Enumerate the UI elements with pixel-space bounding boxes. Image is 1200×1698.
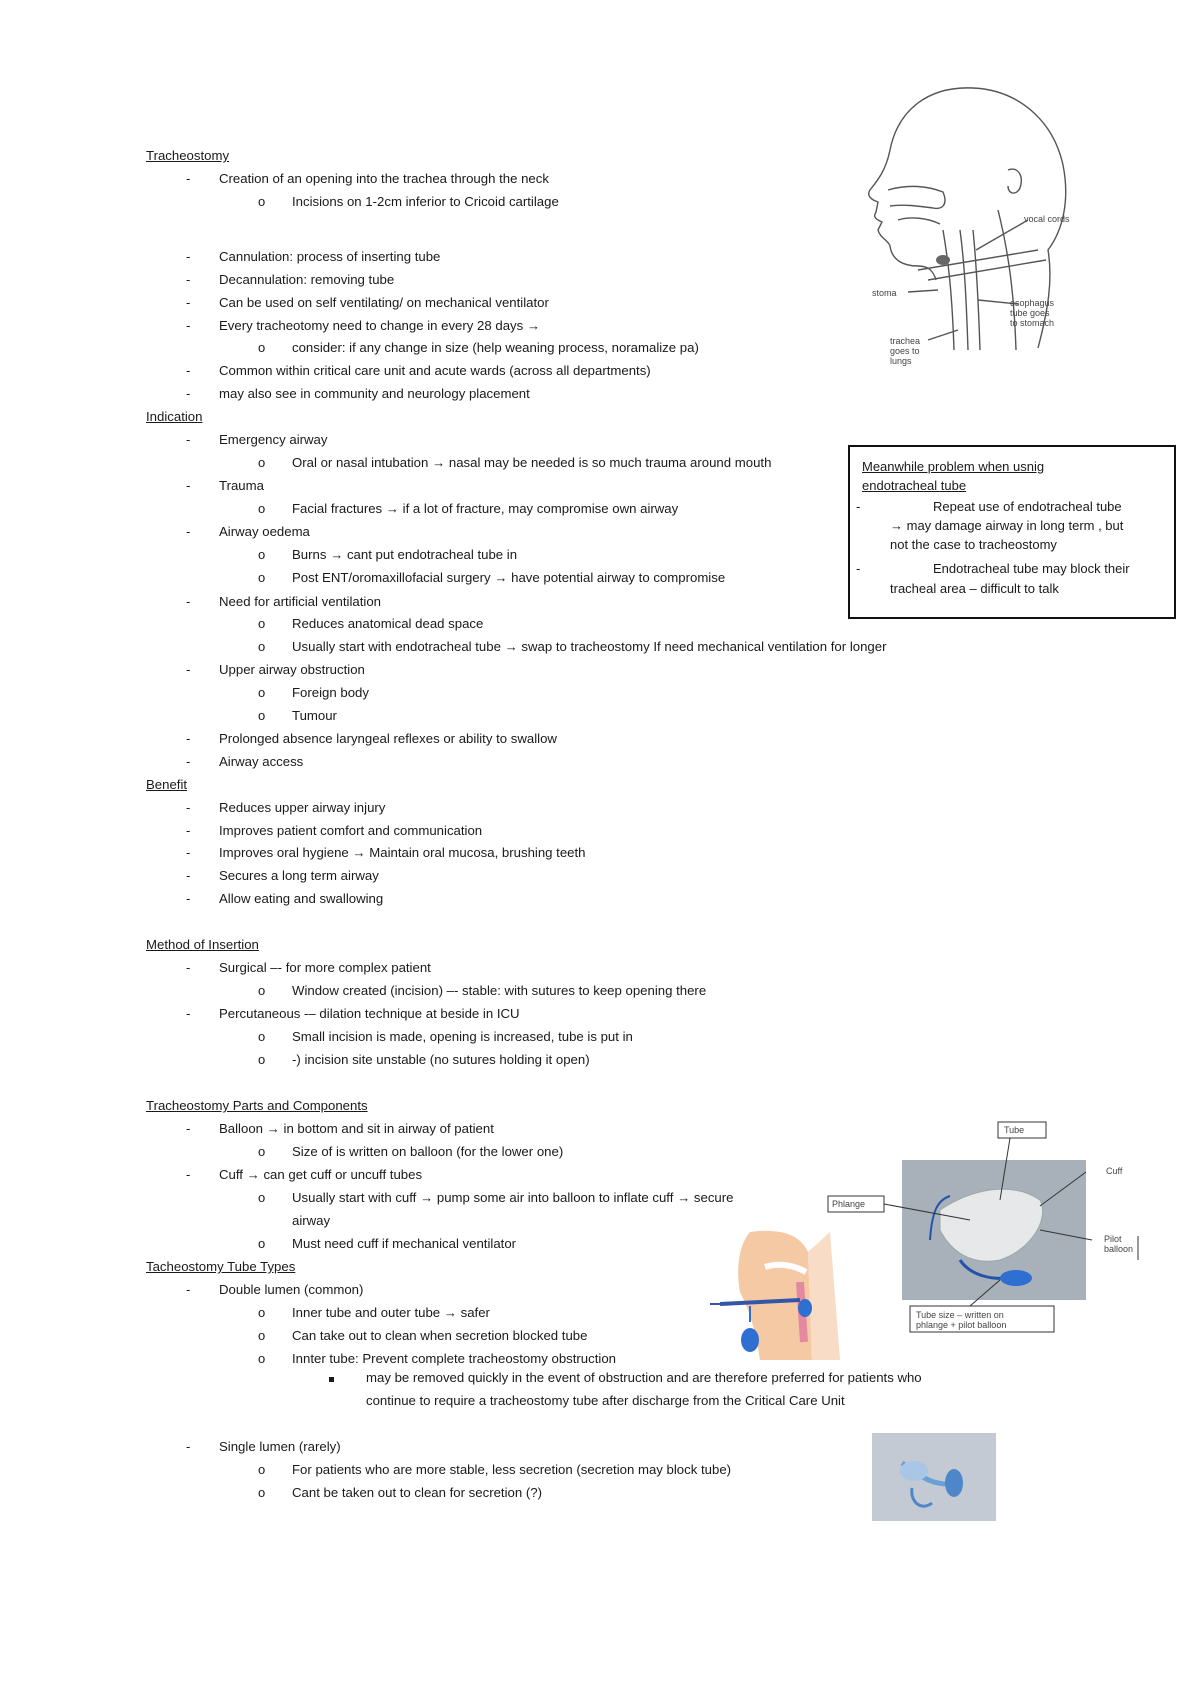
figure-label: phlange + pilot balloon: [916, 1320, 1007, 1330]
figure-label: lungs: [890, 356, 912, 366]
figure-label: goes to: [890, 346, 920, 356]
list-item: Cannulation: process of inserting tube: [219, 249, 441, 264]
list-item: Cuff → can get cuff or uncuff tubes: [219, 1167, 423, 1182]
box-item: not the case to tracheostomy: [890, 537, 1057, 552]
list-item: airway: [292, 1213, 331, 1228]
square-bullet: [329, 1377, 334, 1382]
list-item: Innter tube: Prevent complete tracheostomy obstruction: [292, 1351, 616, 1366]
list-item: Foreign body: [292, 685, 369, 700]
list-item: Decannulation: removing tube: [219, 272, 395, 287]
list-item: Improves oral hygiene → Maintain oral mucosa, brushing teeth: [219, 845, 586, 860]
list-item: Window created (incision) –- stable: with sutures to keep opening there: [292, 983, 707, 998]
dash-bullet: -: [186, 754, 191, 769]
list-item: Need for artificial ventilation: [219, 594, 381, 609]
heading-tracheostomy: Tracheostomy: [146, 148, 230, 163]
list-item: Reduces anatomical dead space: [292, 616, 484, 631]
circle-bullet: o: [258, 639, 266, 654]
dash-bullet: -: [186, 868, 191, 883]
list-item: Reduces upper airway injury: [219, 800, 386, 815]
trach-parts-figure: [820, 1120, 1160, 1340]
figure-label: esophagus: [1010, 298, 1055, 308]
box-item: → may damage airway in long term , but: [890, 518, 1124, 533]
list-item: Double lumen (common): [219, 1282, 364, 1297]
circle-bullet: o: [258, 616, 266, 631]
circle-bullet: o: [258, 1328, 266, 1343]
dash-bullet: -: [186, 1121, 191, 1136]
list-item: Surgical –- for more complex patient: [219, 960, 431, 975]
list-item: Secures a long term airway: [219, 868, 379, 883]
figure-label: tube goes: [1010, 308, 1050, 318]
list-item: -) incision site unstable (no sutures holding it open): [292, 1052, 590, 1067]
dash-bullet: -: [856, 561, 861, 576]
dash-bullet: -: [186, 272, 191, 287]
figure-label: Tube size – written on: [916, 1310, 1004, 1320]
single-lumen-photo: [872, 1433, 996, 1521]
circle-bullet: o: [258, 340, 266, 355]
heading-method: Method of Insertion: [146, 937, 259, 952]
head-anatomy-figure: [848, 80, 1080, 370]
list-item: Cant be taken out to clean for secretion (?): [292, 1485, 542, 1500]
list-item: Airway oedema: [219, 524, 310, 539]
dash-bullet: -: [186, 662, 191, 677]
box-item: tracheal area – difficult to talk: [890, 581, 1059, 596]
circle-bullet: o: [258, 1462, 266, 1477]
dash-bullet: -: [186, 363, 191, 378]
list-item: Small incision is made, opening is increased, tube is put in: [292, 1029, 633, 1044]
circle-bullet: o: [258, 1190, 266, 1205]
dash-bullet: -: [186, 1006, 191, 1021]
figure-label: vocal cords: [1024, 214, 1070, 224]
heading-benefit: Benefit: [146, 777, 188, 792]
dash-bullet: -: [186, 845, 191, 860]
list-item: Single lumen (rarely): [219, 1439, 341, 1454]
list-item: Usually start with endotracheal tube → swap to tracheostomy If need mechanical ventilation for longer: [292, 639, 887, 654]
dash-bullet: -: [186, 432, 191, 447]
heading-parts: Tracheostomy Parts and Components: [146, 1098, 368, 1113]
list-item: Usually start with cuff → pump some air into balloon to inflate cuff → secure: [292, 1190, 734, 1205]
dash-bullet: -: [186, 524, 191, 539]
box-item: Repeat use of endotracheal tube: [933, 499, 1122, 514]
heading-indication: Indication: [146, 409, 203, 424]
list-item: Improves patient comfort and communication: [219, 823, 483, 838]
list-item: Prolonged absence laryngeal reflexes or ability to swallow: [219, 731, 557, 746]
dash-bullet: -: [186, 1167, 191, 1182]
circle-bullet: o: [258, 1052, 266, 1067]
list-item: Facial fractures → if a lot of fracture, may compromise own airway: [292, 501, 679, 516]
figure-label: to stomach: [1010, 318, 1055, 328]
dash-bullet: -: [186, 800, 191, 815]
list-item: Inner tube and outer tube → safer: [292, 1305, 490, 1320]
circle-bullet: o: [258, 455, 266, 470]
circle-bullet: o: [258, 1029, 266, 1044]
dash-bullet: -: [186, 1439, 191, 1454]
dash-bullet: -: [186, 171, 191, 186]
box-title: endotracheal tube: [862, 478, 967, 493]
list-item: may also see in community and neurology placement: [219, 386, 530, 401]
dash-bullet: -: [186, 478, 191, 493]
circle-bullet: o: [258, 983, 266, 998]
list-item: Upper airway obstruction: [219, 662, 365, 677]
circle-bullet: o: [258, 547, 266, 562]
list-item: Oral or nasal intubation → nasal may be needed is so much trauma around mouth: [292, 455, 772, 470]
dash-bullet: -: [186, 594, 191, 609]
dash-bullet: -: [186, 823, 191, 838]
circle-bullet: o: [258, 194, 266, 209]
list-item: Must need cuff if mechanical ventilator: [292, 1236, 517, 1251]
figure-label: trachea: [890, 336, 921, 346]
list-item: Post ENT/oromaxillofacial surgery → have potential airway to compromise: [292, 570, 726, 585]
circle-bullet: o: [258, 1305, 266, 1320]
figure-label: balloon: [1104, 1244, 1134, 1254]
dash-bullet: -: [186, 386, 191, 401]
list-item: Allow eating and swallowing: [219, 891, 384, 906]
figure-label: Cuff: [1106, 1166, 1123, 1176]
figure-label: Pilot: [1104, 1234, 1122, 1244]
circle-bullet: o: [258, 501, 266, 516]
dash-bullet: -: [186, 295, 191, 310]
list-item: Tumour: [292, 708, 337, 723]
dash-bullet: -: [186, 249, 191, 264]
circle-bullet: o: [258, 685, 266, 700]
box-item: Endotracheal tube may block their: [933, 561, 1130, 576]
figure-label: Phlange: [832, 1199, 866, 1209]
dash-bullet: -: [186, 1282, 191, 1297]
circle-bullet: o: [258, 570, 266, 585]
dash-bullet: -: [186, 891, 191, 906]
circle-bullet: o: [258, 1236, 266, 1251]
dash-bullet: -: [186, 318, 191, 333]
list-item: Can take out to clean when secretion blocked tube: [292, 1328, 588, 1343]
list-item: Size of is written on balloon (for the lower one): [292, 1144, 564, 1159]
list-item: consider: if any change in size (help weaning process, noramalize pa): [292, 340, 699, 355]
endotracheal-problems-box: [848, 445, 1176, 619]
circle-bullet: o: [258, 1485, 266, 1500]
list-item: Trauma: [219, 478, 264, 493]
dash-bullet: -: [186, 960, 191, 975]
figure-label: Tube: [1004, 1125, 1025, 1135]
list-item: Emergency airway: [219, 432, 328, 447]
list-item: Percutaneous -– dilation technique at beside in ICU: [219, 1006, 520, 1021]
list-item: may be removed quickly in the event of obstruction and are therefore preferred for patients who: [366, 1370, 922, 1385]
circle-bullet: o: [258, 1351, 266, 1366]
list-item: For patients who are more stable, less secretion (secretion may block tube): [292, 1462, 732, 1477]
neck-trach-illustration: [690, 1222, 868, 1360]
dash-bullet: -: [186, 731, 191, 746]
figure-label: stoma: [872, 288, 897, 298]
list-item: Every tracheotomy need to change in every 28 days →: [219, 318, 541, 333]
list-item: Creation of an opening into the trachea through the neck: [219, 171, 549, 186]
dash-bullet: -: [856, 499, 861, 514]
list-item: continue to require a tracheostomy tube after discharge from the Critical Care Unit: [366, 1393, 845, 1408]
list-item: Airway access: [219, 754, 304, 769]
list-item: Burns → cant put endotracheal tube in: [292, 547, 518, 562]
circle-bullet: o: [258, 708, 266, 723]
box-title: Meanwhile problem when usnig: [862, 459, 1045, 474]
heading-tube-types: Tacheostomy Tube Types: [146, 1259, 296, 1274]
list-item: Common within critical care unit and acute wards (across all departments): [219, 363, 651, 378]
list-item: Incisions on 1-2cm inferior to Cricoid cartilage: [292, 194, 559, 209]
list-item: Can be used on self ventilating/ on mechanical ventilator: [219, 295, 549, 310]
circle-bullet: o: [258, 1144, 266, 1159]
list-item: Balloon → in bottom and sit in airway of patient: [219, 1121, 494, 1136]
